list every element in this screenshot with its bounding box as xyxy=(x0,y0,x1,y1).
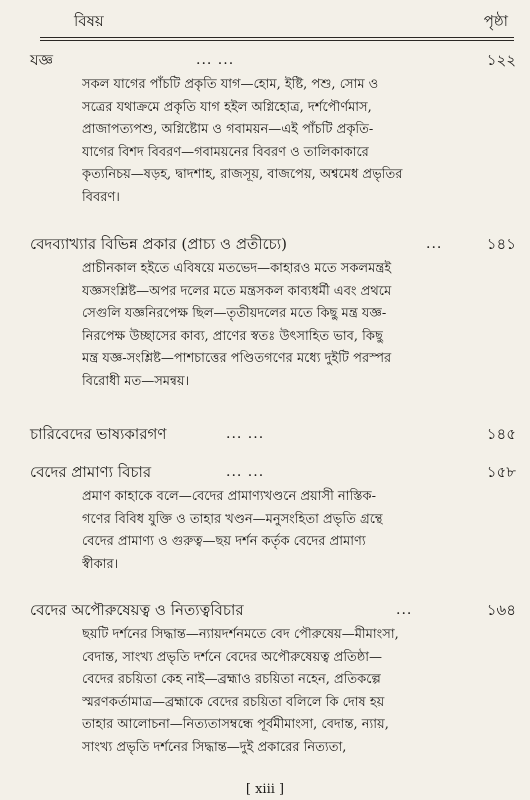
toc-entry xyxy=(26,462,516,582)
summary-line: বেদের প্রামাণ্য ও গুরুত্ব—ছয় দর্শন কর্তৃক বেদের প্রামাণ্য xyxy=(82,534,366,549)
toc-entry-summary xyxy=(82,624,506,759)
summary-line: যাগের বিশদ বিবরণ—গবাময়নের বিবরণ ও তালিকাকারে xyxy=(82,144,369,160)
summary-line: প্রমাণ কাহাকে বলে—বেদের প্রামাণ্যখণ্ডনে প্রয়াসী নাস্তিক- xyxy=(82,489,377,504)
toc-entry-summary xyxy=(82,486,506,576)
summary-line: বিবরণ। xyxy=(82,189,120,205)
summary-line: সকল যাগের পাঁচটি প্রকৃতি যাগ—হোম, ইষ্টি, পশু, সোম ও xyxy=(82,77,379,92)
page-number-footer: [ xiii ] xyxy=(245,782,285,797)
toc-entry xyxy=(26,424,516,448)
summary-line: বেদান্ত, সাংখ্য প্রভৃতি দর্শনে বেদের অপৌরুষেয়ত্ব প্রতিষ্ঠা— xyxy=(82,649,383,665)
toc-entry-leader-dots: ... xyxy=(396,602,413,618)
toc-entry xyxy=(26,234,516,404)
toc-entry-title: বেদের প্রামাণ্য বিচার xyxy=(30,463,152,481)
summary-line: স্বীকার। xyxy=(82,556,119,572)
summary-line: তাহার আলোচনা—নিত্যতাসম্বন্ধে পূর্বমীমাংসা, বেদান্ত, ন্যায়, xyxy=(82,717,389,732)
toc-entry-title: বেদব্যাখ্যার বিভিন্ন প্রকার (প্রাচ্য ও প্রতীচ্যে) xyxy=(30,235,287,253)
summary-line: বেদের রচয়িতা কেহ নাই—ব্রহ্মাও রচয়িতা নহেন, প্রতিকল্পে xyxy=(82,672,381,687)
toc-entry-page-number: ১৬৪ xyxy=(486,601,516,619)
summary-line: বিরোধী মত—সমন্বয়। xyxy=(82,373,190,389)
subject-column-heading: বিষয় xyxy=(74,12,104,30)
toc-entry xyxy=(26,600,516,770)
toc-entry-page-number: ১২২ xyxy=(486,51,516,69)
summary-line: নিরপেক্ষ উচ্ছাসের কাব্য, প্রাণের স্বতঃ উৎসাহিত ভাব, কিছু xyxy=(82,328,383,344)
toc-entry-leader-dots: ... ... xyxy=(196,52,235,68)
toc-entry-title: চারিবেদের ভাষ্যকারগণ xyxy=(30,425,167,443)
summary-line: গণের বিবিধ যুক্তি ও তাহার খণ্ডন—মনুসংহিতা প্রভৃতি গ্রন্থে xyxy=(82,511,383,527)
toc-entry-title: বেদের অপৌরুষেয়ত্ব ও নিত্যত্ববিচার xyxy=(30,601,244,619)
toc-entry-title: যজ্ঞ xyxy=(30,51,53,69)
header-rule-top xyxy=(40,37,514,38)
toc-entry xyxy=(26,50,516,220)
summary-line: সেগুলি যজ্ঞনিরপেক্ষ ছিল—তৃতীয়দলের মতে কিছু মন্ত্র যজ্ঞ- xyxy=(82,306,387,321)
toc-entry-page-number: ১৪৫ xyxy=(486,425,516,443)
table-of-contents-header xyxy=(40,10,516,36)
summary-line: প্রাচীনকাল হইতে এবিষয়ে মতভেদ—কাহারও মতে সকলমন্ত্রই xyxy=(82,261,392,276)
summary-line: মন্ত্র যজ্ঞ-সংশ্লিষ্ট—পাশচাত্তের পণ্ডিতগণের মধ্যে দুইটি পরস্পর xyxy=(82,351,392,366)
summary-line: প্রাজাপত্যপশু, অগ্নিষ্টোম ও গবাময়ন—এই পাঁচটি প্রকৃতি- xyxy=(82,122,374,137)
toc-entry-leader-dots: ... ... xyxy=(226,426,265,442)
toc-entry-page-number: ১৪১ xyxy=(486,235,516,253)
summary-line: কৃত্যনিচয়—ষড়হ, দ্বাদশাহ, রাজসূয়, বাজপেয়, অশ্বমেধ প্রভৃতির xyxy=(82,167,403,182)
toc-entry-page-number: ১৫৮ xyxy=(486,463,516,481)
toc-entry-leader-dots: ... ... xyxy=(226,464,265,480)
toc-entry-leader-dots: ... xyxy=(426,236,443,252)
page-column-heading: পৃষ্ঠা xyxy=(483,12,508,30)
summary-line: যজ্ঞসংশ্লিষ্ট—অপর দলের মতে মন্ত্রসকল কাব্যধর্মী এবং প্রথমে xyxy=(82,283,392,299)
summary-line: ছয়টি দর্শনের সিদ্ধান্ত—ন্যায়দর্শনমতে বেদ পৌরুষেয়—মীমাংসা, xyxy=(82,627,399,642)
header-rule-bottom xyxy=(40,40,514,41)
summary-line: সাংখ্য প্রভৃতি দর্শনের সিদ্ধান্ত—দুই প্রকারের নিত্যতা, xyxy=(82,739,347,755)
summary-line: সত্রের যথাক্রমে প্রকৃতি যাগ হইল অগ্নিহোত্র, দর্শপৌর্ণমাস, xyxy=(82,99,372,115)
summary-line: স্মরণকর্তামাত্র—ব্রহ্মাকে বেদের রচয়িতা বলিলে কি দোষ হয় xyxy=(82,694,385,710)
toc-entry-summary xyxy=(82,74,506,209)
toc-entry-summary xyxy=(82,258,506,393)
